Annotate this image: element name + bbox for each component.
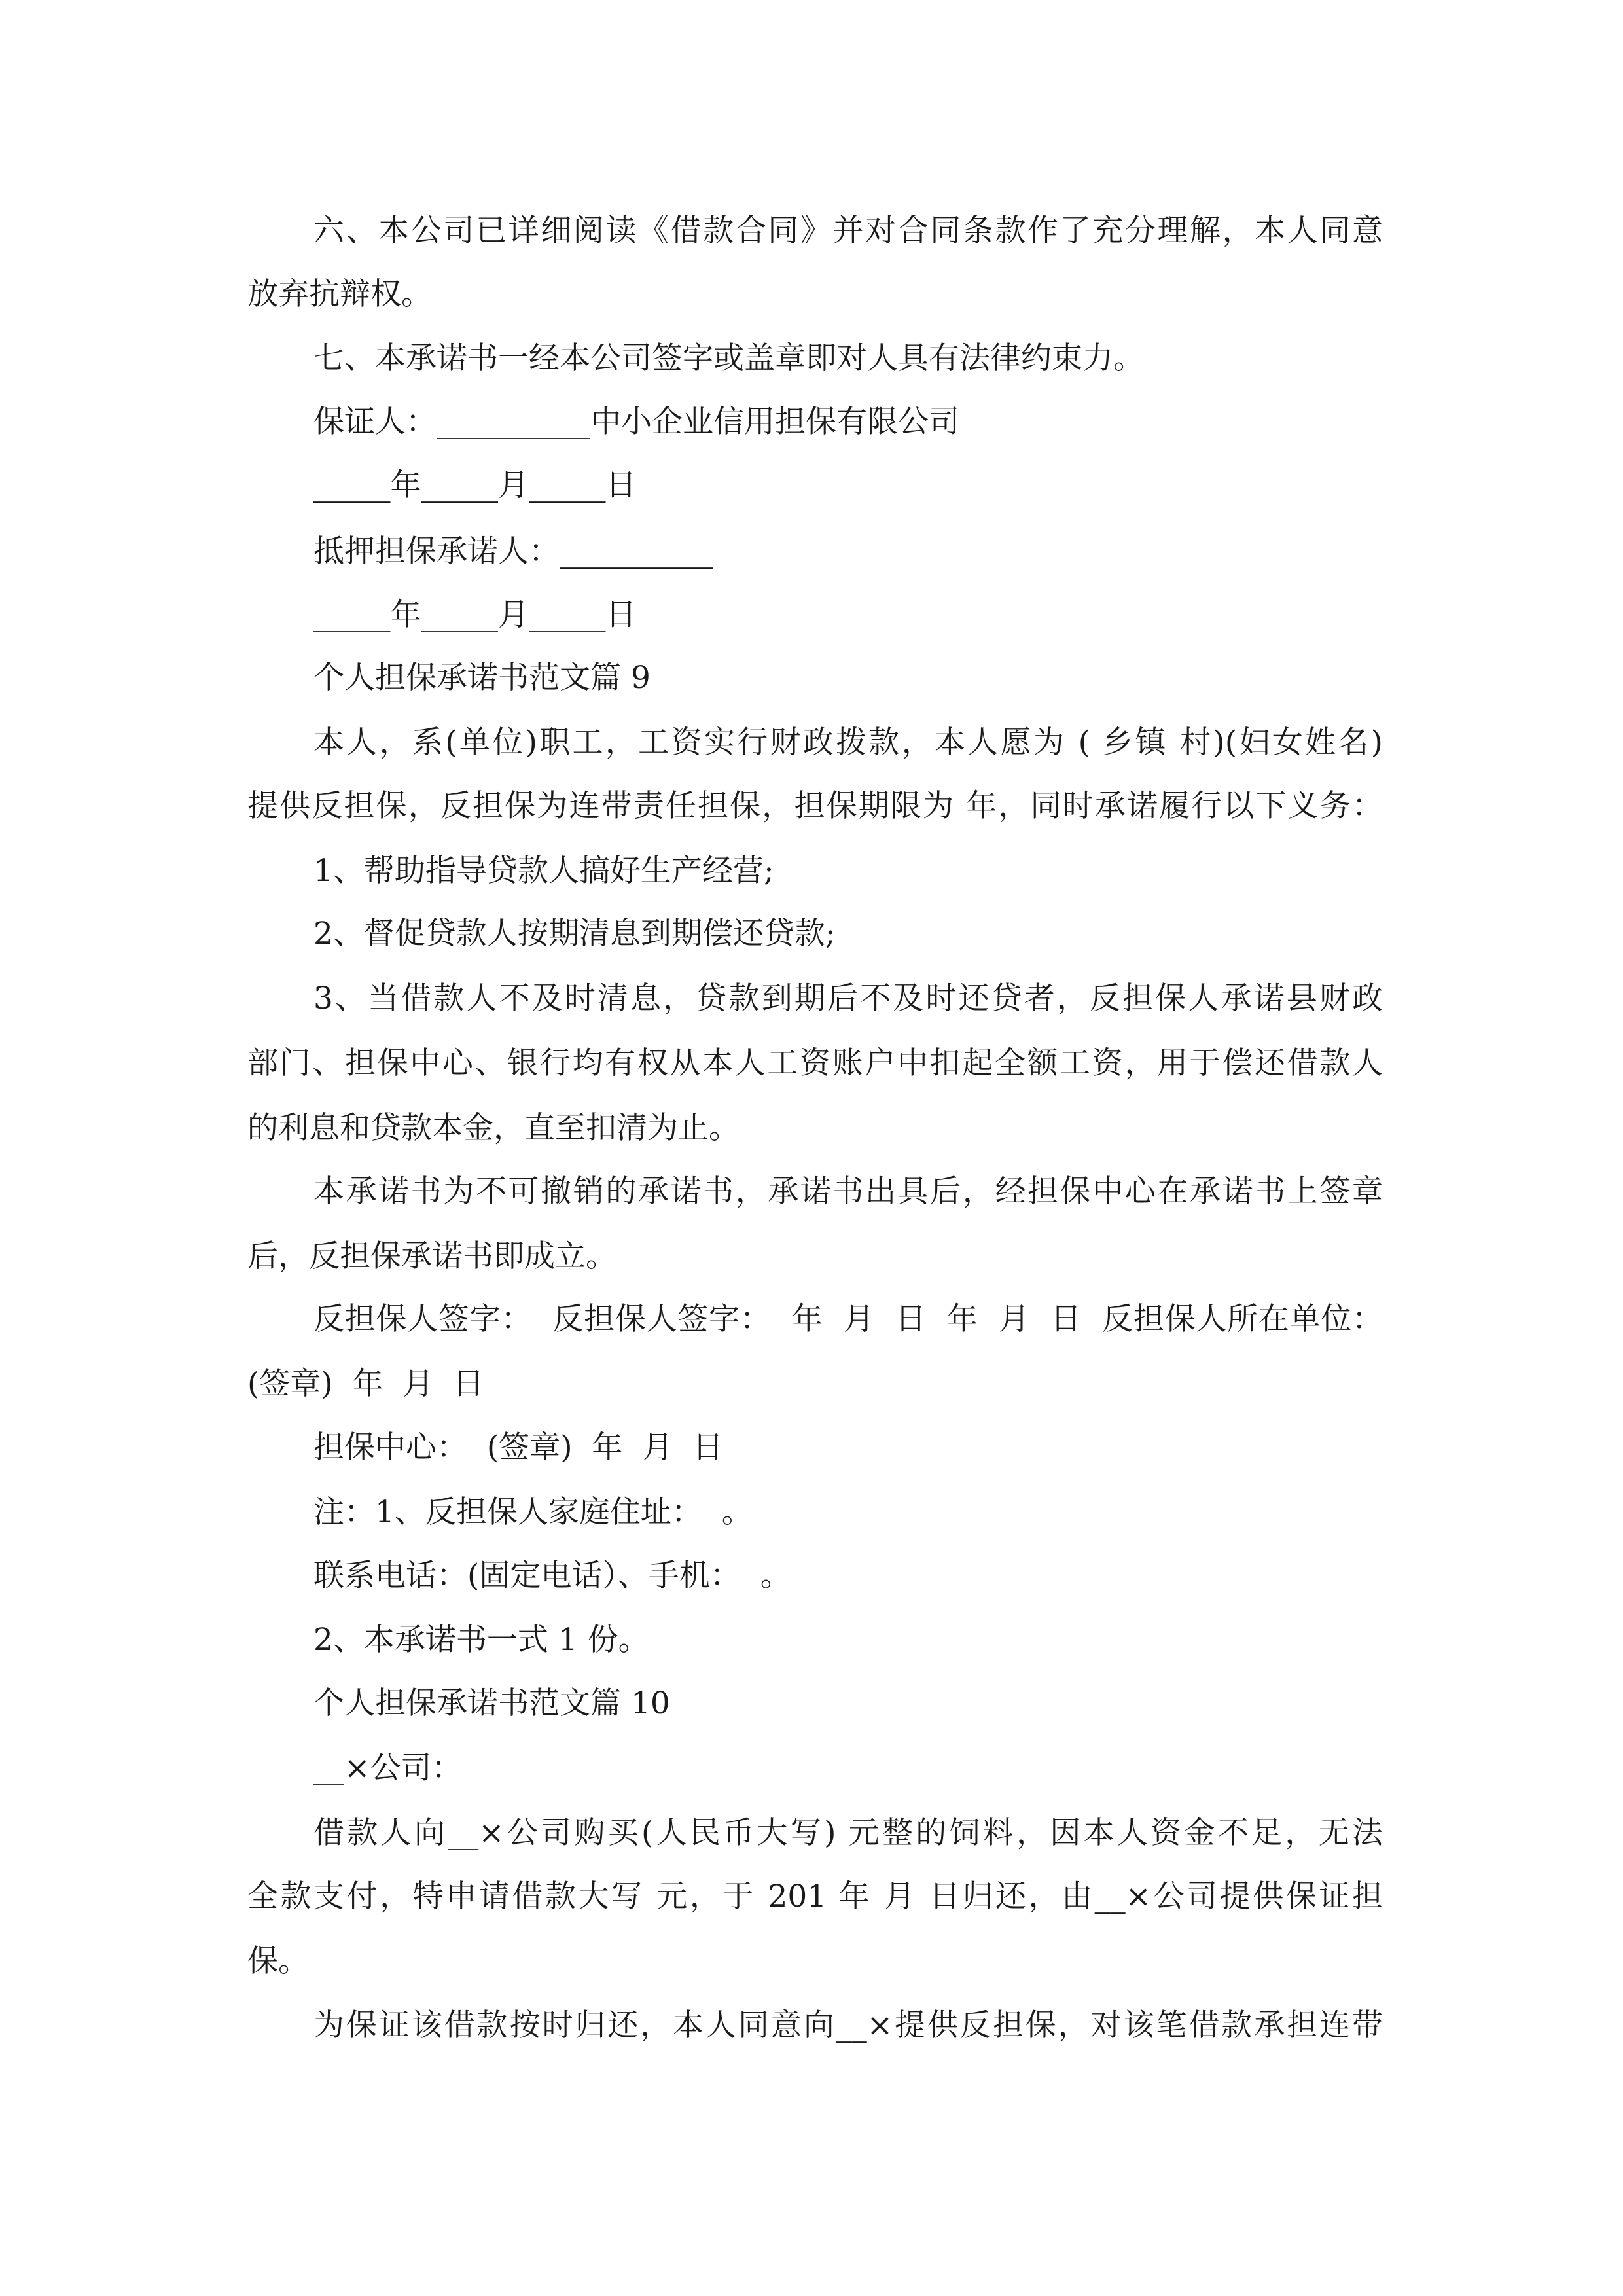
date-line: _____年_____月_____日 — [313, 597, 637, 633]
section-title: 个人担保承诺书范文篇 10 — [313, 1685, 670, 1721]
date-line: _____年_____月_____日 — [313, 467, 637, 503]
text-line: 全款支付，特申请借款大写 元，于 201 年 月 日归还，由__×公司提供保证担 — [247, 1878, 1383, 1914]
text-line: 保。 — [247, 1943, 309, 1979]
list-item: 3、当借款人不及时清息，贷款到期后不及时还贷者，反担保人承诺县财政 — [313, 980, 1383, 1016]
note-line: 2、本承诺书一式 1 份。 — [313, 1622, 649, 1658]
text-line: 本承诺书为不可撤销的承诺书，承诺书出具后，经担保中心在承诺书上签章 — [313, 1174, 1383, 1210]
list-item: 2、督促贷款人按期清息到期偿还贷款; — [313, 916, 836, 952]
text-line: 为保证该借款按时归还，本人同意向__×提供反担保，对该笔借款承担连带 — [313, 2007, 1383, 2043]
signature-line: (签章) 年 月 日 — [247, 1366, 484, 1402]
signature-line: 反担保人签字： 反担保人签字： 年 月 日 年 月 日 反担保人所在单位： — [313, 1301, 1383, 1337]
text-line: 部门、担保中心、银行均有权从本人工资账户中扣起全额工资，用于偿还借款人 — [247, 1045, 1383, 1081]
text-line: 提供反担保，反担保为连带责任担保，担保期限为 年，同时承诺履行以下义务： — [247, 788, 1383, 824]
signature-line-guarantor: 保证人：__________中小企业信用担保有限公司 — [313, 404, 959, 440]
note-line: 联系电话：(固定电话）、手机： 。 — [313, 1558, 791, 1594]
text-line: 七、本承诺书一经本公司签字或盖章即对人具有法律约束力。 — [313, 340, 1144, 376]
text-line: 借款人向__×公司购买(人民币大写) 元整的饲料，因本人资金不足，无法 — [313, 1815, 1383, 1851]
text-line: 后，反担保承诺书即成立。 — [247, 1238, 616, 1274]
text-line: 六、本公司已详细阅读《借款合同》并对合同条款作了充分理解，本人同意 — [313, 213, 1383, 249]
list-item: 1、帮助指导贷款人搞好生产经营; — [313, 853, 774, 889]
section-title: 个人担保承诺书范文篇 9 — [313, 660, 651, 696]
signature-line-mortgagor: 抵押担保承诺人：__________ — [313, 533, 713, 569]
note-line: 注：1、反担保人家庭住址： 。 — [313, 1494, 753, 1530]
text-line: 本人，系(单位)职工，工资实行财政拨款，本人愿为 ( 乡镇 村)(妇女姓名) — [313, 725, 1383, 761]
text-line: 放弃抗辩权。 — [247, 276, 432, 312]
addressee-line: __×公司： — [313, 1750, 463, 1786]
signature-line: 担保中心： (签章) 年 月 日 — [313, 1429, 724, 1465]
text-line: 的利息和贷款本金，直至扣清为止。 — [247, 1110, 740, 1146]
